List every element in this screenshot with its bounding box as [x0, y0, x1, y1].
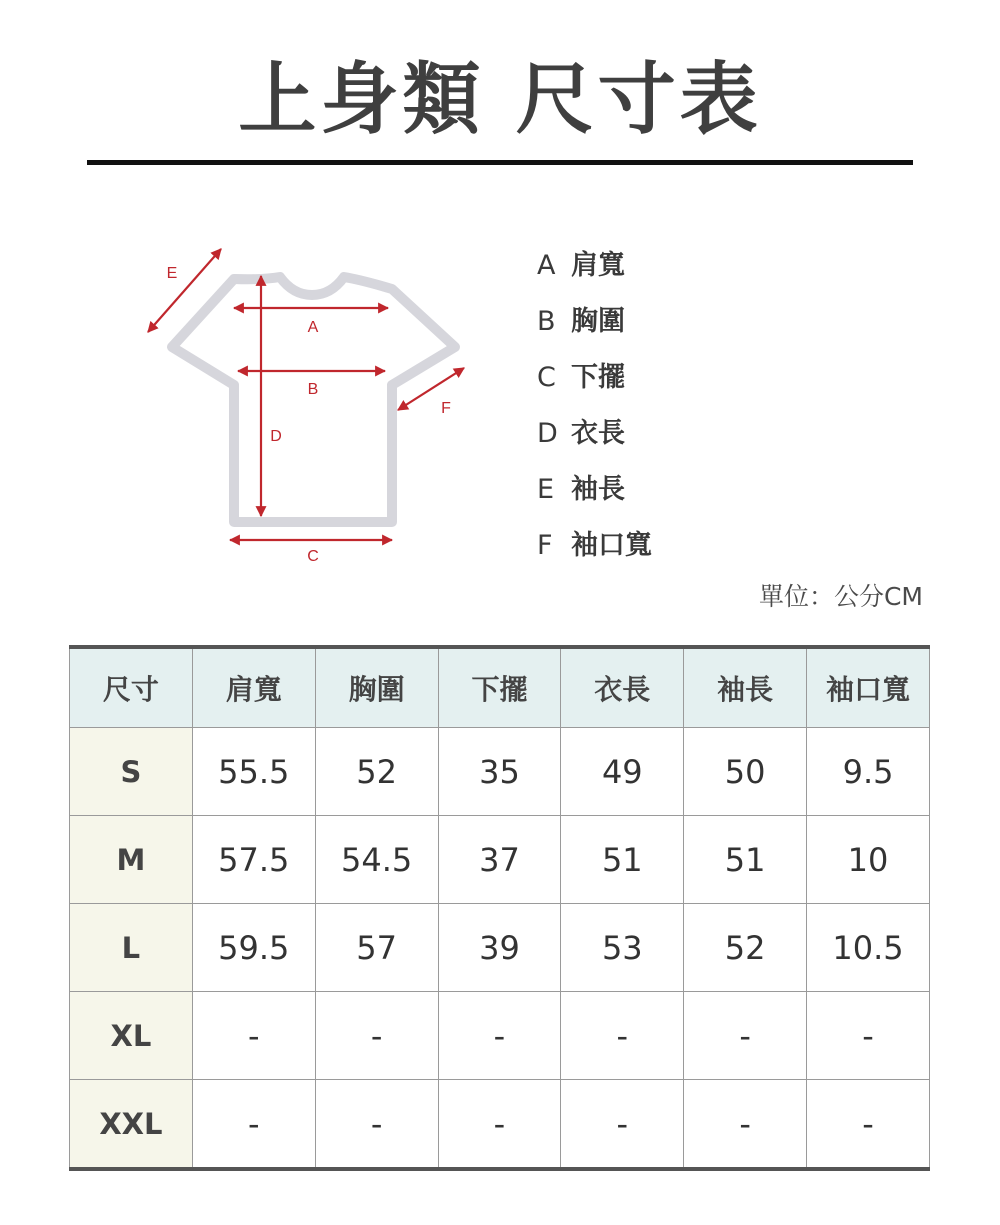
column-header-hem: 下擺: [438, 647, 561, 728]
column-header-shoulder: 肩寬: [192, 647, 315, 728]
label-b: B: [307, 381, 319, 398]
table-cell: 10.5: [807, 904, 930, 992]
legend-label: 胸圍: [571, 306, 625, 337]
table-cell: 10: [807, 816, 930, 904]
legend-label: 衣長: [571, 418, 625, 449]
legend-item-f: [537, 528, 652, 584]
size-cell: M: [70, 816, 193, 904]
tshirt-measurement-diagram: [130, 235, 490, 575]
table-cell: -: [684, 1080, 807, 1170]
table-row: [70, 728, 930, 816]
legend-label: 袖長: [571, 474, 625, 505]
table-row: [70, 816, 930, 904]
table-cell: -: [438, 1080, 561, 1170]
legend-key: E: [537, 474, 555, 505]
table-cell: 51: [684, 816, 807, 904]
table-cell: -: [315, 1080, 438, 1170]
table-cell: 59.5: [192, 904, 315, 992]
column-header-chest: 胸圍: [315, 647, 438, 728]
table-cell: 51: [561, 816, 684, 904]
size-cell: S: [70, 728, 193, 816]
title-divider: [87, 160, 913, 165]
table-cell: -: [684, 992, 807, 1080]
table-cell: 55.5: [192, 728, 315, 816]
legend-item-e: [537, 472, 652, 528]
table-cell: -: [561, 1080, 684, 1170]
legend-item-d: [537, 416, 652, 472]
table-cell: 49: [561, 728, 684, 816]
table-cell: 39: [438, 904, 561, 992]
table-row: [70, 1080, 930, 1170]
table-cell: 57: [315, 904, 438, 992]
legend-label: 肩寬: [571, 250, 625, 281]
label-a: A: [307, 319, 319, 336]
table-cell: 57.5: [192, 816, 315, 904]
table-cell: 37: [438, 816, 561, 904]
legend-item-a: [537, 248, 652, 304]
column-header-cuff-width: 袖口寬: [807, 647, 930, 728]
table-row: [70, 992, 930, 1080]
table-cell: 9.5: [807, 728, 930, 816]
table-cell: 53: [561, 904, 684, 992]
column-header-sleeve-length: 袖長: [684, 647, 807, 728]
table-cell: 52: [315, 728, 438, 816]
table-cell: 50: [684, 728, 807, 816]
table-cell: -: [807, 1080, 930, 1170]
size-cell: L: [70, 904, 193, 992]
table-cell: -: [192, 1080, 315, 1170]
size-cell: XL: [70, 992, 193, 1080]
column-header-size: 尺寸: [70, 647, 193, 728]
column-header-length: 衣長: [561, 647, 684, 728]
page-title: 上身類 尺寸表: [238, 55, 762, 145]
legend-key: F: [537, 530, 553, 561]
table-cell: 52: [684, 904, 807, 992]
label-e: E: [166, 265, 178, 282]
legend-item-c: [537, 360, 652, 416]
legend-label: 下擺: [571, 362, 625, 393]
table-cell: 35: [438, 728, 561, 816]
table-cell: -: [807, 992, 930, 1080]
table-cell: -: [561, 992, 684, 1080]
unit-note: 單位：公分CM: [758, 582, 923, 611]
legend-item-b: [537, 304, 652, 360]
size-table: [69, 645, 930, 1171]
table-cell: 54.5: [315, 816, 438, 904]
label-f: F: [441, 400, 451, 417]
table-cell: -: [438, 992, 561, 1080]
table-header-row: [70, 647, 930, 728]
label-d: D: [270, 428, 282, 445]
legend-key: C: [537, 362, 556, 393]
table-row: [70, 904, 930, 992]
arrow-e: [148, 249, 221, 332]
legend-key: B: [537, 306, 556, 337]
legend-key: A: [537, 250, 556, 281]
table-cell: -: [192, 992, 315, 1080]
table-cell: -: [315, 992, 438, 1080]
legend-key: D: [537, 418, 558, 449]
label-c: C: [307, 548, 319, 565]
measurement-legend: [537, 248, 652, 584]
size-cell: XXL: [70, 1080, 193, 1170]
legend-label: 袖口寬: [571, 530, 652, 561]
